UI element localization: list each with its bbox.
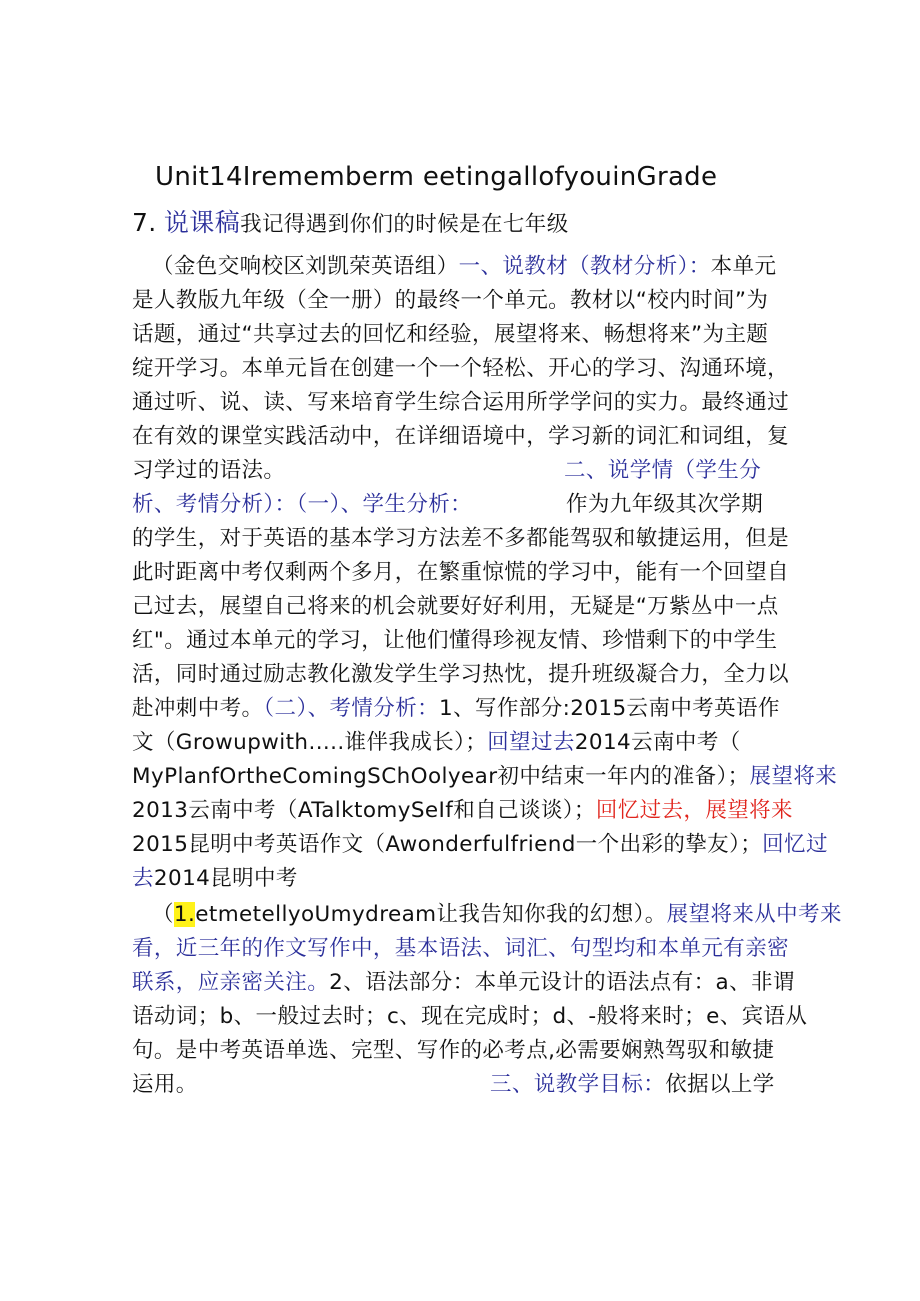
line-15 [132,728,741,758]
line-20 [152,900,842,930]
line-20-paren: （ [152,902,174,927]
line-1-text: 本单元 [710,254,777,279]
line-21: 看，近三年的作文写作中，基本语法、词汇、句型均和本单元有亲密 [132,936,790,961]
exam-analysis-heading: （二）、考情分析： [263,696,440,721]
line-15-year: 2014云南中考（ [574,730,741,755]
section-2-heading: 二、说学情（学生分 [564,458,762,483]
line-25 [132,1070,775,1100]
line-14 [132,694,780,724]
line-18-text: 2015昆明中考英语作文（Awonderfulfriend一个出彩的挚友）； [132,832,763,857]
line-13: 活，同时通过励志教化激发学生学习热忱，提升班级凝合力，全力以 [132,662,790,687]
line-2: 是人教版九年级（全一册）的最终一个单元。教材以“校内时间”为 [132,288,769,313]
line-22 [132,968,795,998]
author-note: （金色交响校区刘凯荣英语组） [152,254,459,279]
section-1-heading: 一、说教材（教材分析）： [458,254,711,279]
line-6: 在有效的课堂实践活动中，在详细语境中，学习新的词汇和词组，复 [132,424,790,449]
line-4: 绽开学习。本单元旨在创建一个一个轻松、开心的学习、沟通环境， [132,356,790,381]
look-back-label: 回望过去 [487,730,575,755]
recall-label-b: 去 [132,866,154,891]
student-analysis-heading: 析、考情分析）：（一）、学生分析： [132,492,473,517]
look-forward-note-b: 联系，应亲密关注。 [132,970,330,995]
line-9: 的学生，对于英语的基本学习方法差不多都能驾驭和敏捷运用，但是 [132,526,790,551]
line-25-tail: 依据以上学 [665,1072,775,1097]
grammar-section: 2、语法部分：本单元设计的语法点有：a、非谓 [329,970,795,995]
line-23: 语动词；b、一般过去时；c、现在完成时；d、-般将来时；e、宾语从 [132,1004,808,1029]
line-17-text: 2013云南中考（ATalktomySeIf和自己谈谈）； [132,798,596,823]
highlighted-mark: 1. [173,902,196,927]
title-cn-text: 我记得遇到你们的时候是在七年级 [240,212,569,237]
line-3: 话题，通过“共享过去的回忆和经验，展望将来、畅想将来”为主题 [132,322,769,347]
line-7 [132,456,762,486]
line-24: 句。是中考英语单选、完型、写作的必考点,必需要娴熟驾驭和敏捷 [132,1038,775,1063]
line-11: 己过去，展望自己将来的机会就要好好利用，无疑是“万紫丛中一点 [132,594,779,619]
line-16-text: MyPlanfOrtheComingSChOolyear初中结束一年内的准备）； [132,764,750,789]
line-14-text: 赴冲刺中考。 [132,696,264,721]
line-18 [132,830,828,860]
line-8 [132,490,764,520]
line-1 [152,252,776,282]
doc-title-line2 [132,208,569,240]
line-16 [132,762,837,792]
recall-forward-label: 回忆过去，展望将来 [595,798,793,823]
title-cn-label: 说课稿 [163,208,241,237]
line-19 [132,864,298,894]
line-10: 此时距离中考仅剩两个多月，在繁重惊慌的学习中，能有一个回望自 [132,560,790,585]
line-25-text: 运用。 [132,1072,198,1097]
line-20-text: etmetellyoUmydream让我告知你我的幻想）。 [195,902,667,927]
line-8-text: 作为九年级其次学期 [566,492,764,517]
section-3-heading: 三、说教学目标： [490,1072,666,1097]
doc-title-line1: Unit14Irememberm eetingallofyouinGrade [155,162,718,192]
line-7-text: 习学过的语法。 [132,458,286,483]
line-15-text: 文（Growupwith.....谁伴我成长）； [132,730,488,755]
line-14-writing: 1、写作部分:2015云南中考英语作 [439,696,780,721]
line-5: 通过听、说、读、写来培育学生综合运用所学学问的实力。最终通过 [132,390,790,415]
recall-label-a: 回忆过 [762,832,828,857]
line-19-text: 2014昆明中考 [153,866,298,891]
title-number: 7. [132,208,157,237]
line-17 [132,796,793,826]
look-forward-note-a: 展望将来从中考来 [666,902,842,927]
line-12: 红"。通过本单元的学习，让他们懂得珍视友情、珍惜剩下的中学生 [132,628,778,653]
look-forward-label: 展望将来 [749,764,838,789]
